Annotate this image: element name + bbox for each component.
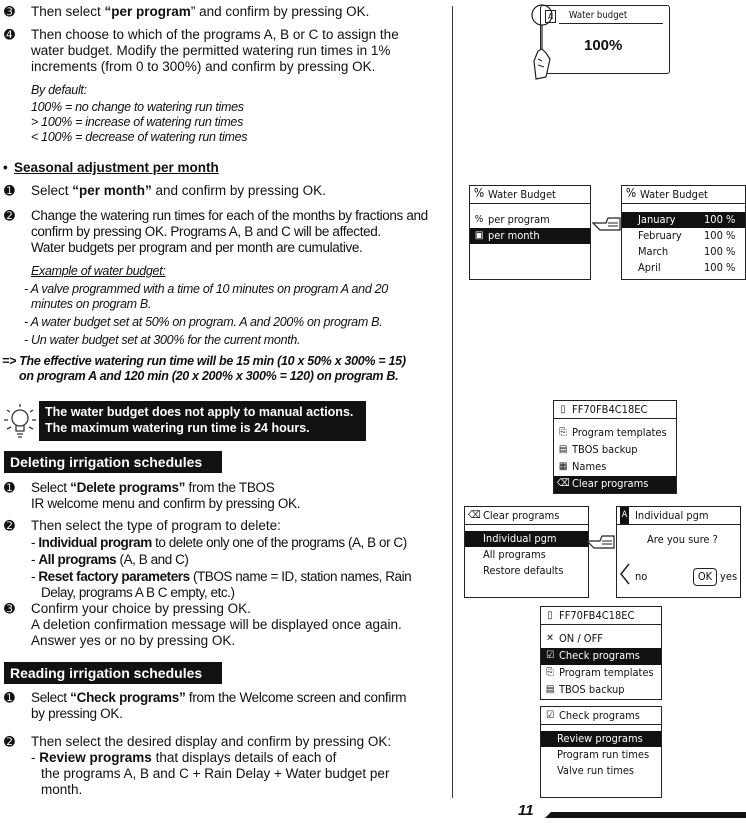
lightbulb-icon — [2, 402, 38, 440]
backup-icon: ▤ — [545, 684, 555, 695]
step-number: ➋ — [4, 734, 15, 749]
section-heading-seasonal: Seasonal adjustment per month — [14, 160, 219, 175]
step-check-programs: Select “Check programs” from the Welcome screen and confirm by pressing OK. — [31, 690, 407, 721]
percent-icon: % — [473, 186, 485, 200]
step-select-per-program: Then select “per program” and confirm by pressing OK. — [31, 4, 370, 19]
program-a-icon: A — [545, 10, 556, 23]
pointing-hand-icon — [592, 214, 622, 234]
percent-icon: % — [625, 186, 637, 200]
step-number: ➊ — [4, 690, 15, 705]
step-number: ➊ — [4, 183, 15, 198]
step-select-type: Then select the type of program to delete: — [31, 518, 281, 533]
step-select-per-month: Select “per month” and confirm by pressing OK. — [31, 183, 326, 198]
step-number: ➌ — [4, 4, 15, 19]
step-delete-programs: Select “Delete programs” from the TBOS IR welcome menu and confirm by pressing OK. — [31, 480, 301, 511]
column-divider — [452, 6, 453, 798]
templates-icon: ⎘ — [546, 667, 554, 678]
step-number: ➍ — [4, 27, 15, 42]
backup-icon: ▤ — [558, 444, 568, 455]
water-budget-example: Example of water budget: - A valve programmed with a time of 10 minutes on program A and 20 minutes on program B. - A water budget set at 50% on program. A and 200% on program B. - Un water budget set at 300% for the current month. — [24, 264, 388, 347]
screen-confirm-delete: A Individual pgm Are you sure ? no OK yes — [616, 506, 741, 598]
device-icon: ▯ — [547, 610, 553, 621]
screen-main-menu-2: ▯ FF70FB4C18EC ✕ ON / OFF ☑ Check programs ⎘ Program templates ▤ TBOS backup — [540, 606, 662, 700]
section-header-deleting: Deleting irrigation schedules — [4, 451, 222, 473]
footer-bar — [545, 812, 746, 818]
step-number: ➋ — [4, 518, 15, 533]
delete-options-list: - Individual program to delete only one of the programs (A, B or C) - All programs (A, B and C) - Reset factory parameters (TBOS name = ID, station names, Rain Delay, programs A B C empty, etc.) — [31, 535, 451, 601]
screen-water-budget: A Water budget 100% — [540, 5, 670, 74]
left-arrow-icon — [619, 563, 631, 585]
step-choose-program: Then choose to which of the programs A, B or C to assign the water budget. Modify the permitted watering run times in 1% increments (from 0 to 300%) and confirm by pressing OK. — [31, 27, 399, 74]
effective-runtime-result: => The effective watering run time will be 15 min (10 x 50% x 300% = 15) on program A and 120 min (20 x 200% x 300% = 120) on program B. — [2, 354, 406, 383]
option-reset: - Reset factory parameters (TBOS name = ID, station names, Rain — [31, 569, 412, 584]
ok-button: OK — [693, 568, 717, 586]
option-all: - All programs (A, B and C) — [31, 552, 189, 567]
note-box: The water budget does not apply to manual actions. The maximum watering run time is 24 hours. — [39, 401, 366, 441]
on-off-icon: ✕ — [546, 633, 554, 644]
calendar-icon: ▣ — [474, 230, 484, 241]
screen-water-budget-menu: % Water Budget % per program ▣ per month — [469, 185, 591, 280]
step-number: ➌ — [4, 601, 15, 616]
pointing-hand-icon — [528, 3, 556, 83]
step-select-display: Then select the desired display and confirm by pressing OK: - Review programs that displays details of each of the programs A, B and C + Rain Delay + Water budget per month. — [31, 734, 451, 798]
screen-monthly-budget: % Water Budget January 100 % February 100 % March 100 % April 100 % — [621, 185, 746, 280]
templates-icon: ⎘ — [559, 427, 567, 438]
pointing-hand-icon — [586, 532, 616, 552]
program-a-icon: A — [620, 507, 629, 524]
screen-clear-programs: ⌫ Clear programs Individual pgm All programs Restore defaults — [464, 506, 589, 598]
checkbox-icon: ☑ — [545, 650, 555, 661]
option-individual: - Individual program to delete only one of the programs (A, B or C) — [31, 535, 407, 550]
per-program-icon: % — [474, 214, 484, 225]
bullet-dot: • — [3, 160, 8, 175]
checkbox-icon: ☑ — [545, 710, 555, 721]
step-confirm-choice: Confirm your choice by pressing OK. A deletion confirmation message will be displayed once again. Answer yes or no by pressing OK. — [31, 601, 402, 648]
screen-check-programs: ☑ Check programs Review programs Program run times Valve run times — [540, 706, 662, 798]
trash-icon: ⌫ — [557, 478, 570, 489]
step-number: ➋ — [4, 208, 15, 223]
option-review-programs: - Review programs that displays details of each of — [31, 750, 337, 765]
section-header-reading: Reading irrigation schedules — [4, 662, 222, 684]
device-icon: ▯ — [560, 404, 566, 415]
step-number: ➊ — [4, 480, 15, 495]
trash-icon: ⌫ — [468, 510, 481, 521]
step-change-run-times: Change the watering run times for each of the months by fractions and confirm by pressing OK. Programs A, B and C will be affected. Water budgets per program and per month are cumulative. — [31, 208, 428, 255]
screen-main-menu: ▯ FF70FB4C18EC ⎘ Program templates ▤ TBOS backup ▦ Names ⌫ Clear programs — [553, 400, 677, 494]
names-icon: ▦ — [558, 461, 568, 472]
default-values: By default: 100% = no change to watering run times > 100% = increase of watering run times < 100% = decrease of watering run times — [31, 83, 248, 144]
page-number: 11 — [518, 802, 534, 819]
